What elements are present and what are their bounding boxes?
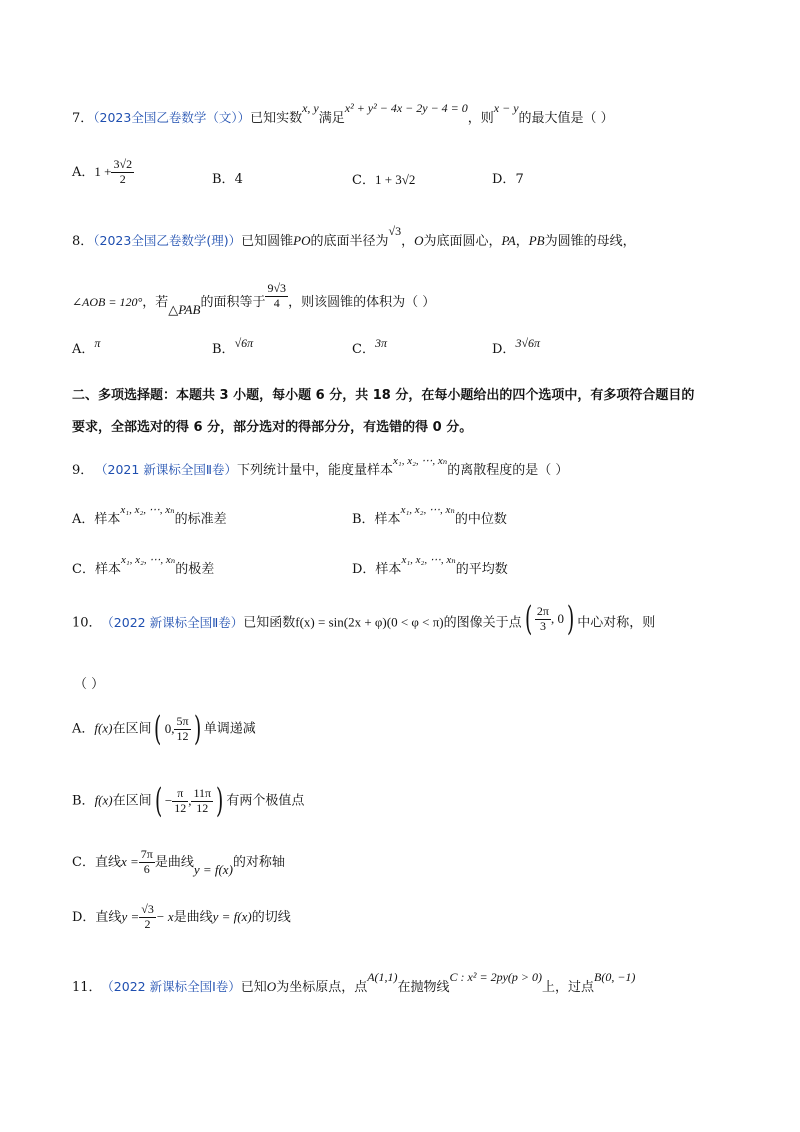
option-text: 的极差 (175, 562, 215, 577)
right-paren-icon: ) (566, 599, 575, 639)
option-label: B． (212, 172, 235, 187)
question-text: 的最大值是（ ） (518, 111, 614, 126)
math-point (522, 599, 578, 639)
right-paren-icon: ) (193, 709, 201, 749)
option-d (72, 903, 291, 932)
option-label: D． (492, 172, 516, 187)
question-source: （2021 新课标全国Ⅱ卷） (101, 462, 237, 477)
option-text: 的对称轴 (232, 854, 285, 870)
fraction-numerator: 3√2 (113, 157, 133, 171)
option-c (352, 336, 387, 358)
question-number: 11． (72, 980, 102, 995)
option-value: 3√6π (515, 336, 541, 350)
math-term: PB (528, 233, 545, 248)
answer-blank: （ ） (74, 677, 105, 692)
math-equation: C : x² = 2py(p > 0) (449, 970, 542, 984)
question-source: （2022 新课标全国Ⅰ卷） (107, 979, 241, 994)
option-d (492, 336, 541, 358)
option-text: 的中位数 (454, 512, 507, 527)
option-b (72, 781, 305, 821)
question-text: ，则该圆锥的体积为（ ） (288, 294, 436, 310)
fraction-denominator: 12 (196, 800, 209, 815)
option-label: A． (72, 342, 95, 357)
math-term: − x (155, 908, 174, 924)
option-label: B． (212, 342, 235, 357)
question-text: ，则 (467, 111, 494, 126)
option-label: D．样本 (352, 562, 402, 577)
question-text: 下列统计量中，能度量样本 (236, 463, 393, 478)
option-d (492, 172, 524, 188)
question-text: ， (515, 234, 529, 249)
question-text: 已知实数 (250, 111, 303, 126)
fraction-denominator: 3 (539, 618, 546, 633)
option-label: C． (352, 173, 375, 188)
question-8 (72, 224, 636, 250)
math-term: 0, (164, 721, 175, 737)
left-paren-icon: ( (154, 709, 162, 749)
math-term: x = (120, 853, 139, 869)
question-text: 满足 (318, 111, 345, 126)
math-term: O (414, 233, 424, 248)
math-fraction (535, 605, 551, 634)
math-fraction (111, 158, 134, 187)
math-sample: x₁, x₂, ⋯, xₙ (120, 554, 176, 566)
fraction-numerator: π (172, 787, 188, 802)
fraction-denominator: 2 (144, 916, 151, 931)
question-text: 在抛物线 (397, 980, 450, 995)
question-number: 7． (72, 111, 94, 126)
question-text: 已知圆锥 (241, 234, 294, 249)
question-7 (72, 101, 614, 127)
option-a (72, 709, 256, 749)
option-text: 是曲线 (173, 909, 213, 925)
option-b (212, 336, 254, 358)
math-fraction (139, 903, 156, 932)
option-label: B．样本 (352, 512, 401, 527)
option-value: √6π (234, 336, 254, 350)
fraction-numerator: 11π (193, 785, 212, 800)
math-sample: x₁, x₂, ⋯, xₙ (401, 554, 456, 566)
math-term: , 0 (550, 611, 564, 627)
option-value: 7 (515, 172, 524, 187)
math-interval (152, 781, 227, 821)
math-fraction (174, 715, 190, 744)
math-term: 1 + (94, 163, 112, 179)
fraction-denominator: 4 (273, 295, 280, 310)
math-fraction (139, 848, 155, 877)
question-number: 10． (72, 615, 102, 631)
fraction-numerator: 5π (176, 713, 189, 728)
math-term: , (188, 793, 192, 809)
question-11 (72, 970, 636, 996)
math-term: y = f(x) (193, 861, 233, 877)
option-text: 有两个极值点 (226, 793, 305, 809)
option-value: 1 + 3√2 (374, 172, 416, 187)
option-label: A．样本 (72, 512, 121, 527)
question-text: 上，过点 (541, 980, 594, 995)
math-term: y = f(x) (212, 908, 252, 924)
option-label: B． (72, 793, 95, 809)
question-text: 为圆锥的母线， (544, 234, 636, 249)
option-text: 在区间 (112, 721, 152, 737)
option-a (72, 336, 101, 358)
option-c (352, 172, 415, 189)
section-heading: 二、多项选择题：本题共 3 小题，每小题 6 分，共 18 分，在每小题给出的四个选项中，有多项符合题目的 (72, 388, 695, 403)
math-term: ∠AOB = 120° (72, 294, 143, 309)
math-term: − (164, 793, 173, 809)
math-interval (151, 709, 203, 749)
math-term: △PAB (168, 301, 201, 317)
option-text: 是曲线 (154, 854, 194, 870)
math-sample: x₁, x₂, ⋯, xₙ (120, 504, 175, 516)
option-label: A． (72, 164, 95, 180)
fraction-numerator: 2π (536, 603, 549, 618)
question-number: 9． (72, 463, 94, 478)
fraction-denominator: 2 (119, 171, 126, 186)
fraction-numerator: 7π (140, 847, 153, 861)
math-expression: x − y (493, 101, 519, 115)
question-text: 中心对称，则 (577, 615, 656, 631)
option-text: 在区间 (112, 793, 152, 809)
fraction-numerator: 9√3 (267, 281, 287, 295)
fraction-denominator: 6 (143, 861, 150, 876)
option-label: A． (72, 721, 95, 737)
math-sample: x₁, x₂, ⋯, xₙ (400, 504, 455, 516)
math-term: f(x) (94, 720, 113, 736)
option-c (72, 848, 285, 877)
option-label: C． (352, 342, 375, 357)
option-b (212, 172, 243, 188)
question-text: ， (401, 234, 415, 249)
right-paren-icon: ) (216, 781, 224, 821)
question-text: 的图像关于点 (443, 615, 522, 631)
left-paren-icon: ( (154, 781, 162, 821)
option-text: 的平均数 (455, 562, 508, 577)
option-a (72, 158, 134, 187)
option-value: 3π (374, 336, 387, 350)
option-label: C．样本 (72, 562, 121, 577)
fraction-numerator: √3 (141, 902, 154, 916)
left-paren-icon: ( (524, 599, 532, 639)
option-value: 4 (234, 172, 243, 187)
question-text: 的底面半径为 (310, 234, 389, 249)
math-sample: x₁, x₂, ⋯, xₙ (393, 455, 448, 467)
question-text: 为坐标原点，点 (276, 980, 368, 995)
math-equation: x² + y² − 4x − 2y − 4 = 0 (344, 101, 468, 115)
math-term: PO (293, 233, 311, 248)
math-term: f(x) (94, 792, 113, 808)
option-label: C．直线 (72, 854, 121, 870)
option-value: π (94, 336, 101, 350)
question-8-line2 (72, 281, 436, 317)
math-fraction (265, 282, 288, 311)
question-source: （2022 新课标全国Ⅱ卷） (107, 614, 244, 630)
fraction-denominator: 12 (176, 728, 189, 743)
option-label: D． (492, 342, 516, 357)
math-vars: x, y (302, 101, 319, 115)
question-source: （2023全国乙卷数学（文）） (93, 110, 251, 125)
question-text: 已知 (240, 980, 267, 995)
math-point: A(1,1) (367, 970, 398, 984)
question-text: 为底面圆心， (423, 234, 502, 249)
question-text: 已知函数 (243, 615, 296, 631)
question-text: 的离散程度的是（ ） (447, 463, 569, 478)
option-text: 单调递减 (203, 721, 256, 737)
math-term: O (266, 979, 277, 994)
question-source: （2023全国乙卷数学(理)） (93, 233, 242, 248)
option-label: D．直线 (72, 909, 122, 925)
question-number: 8． (72, 234, 94, 249)
section-heading-cont: 要求，全部选对的得 6 分，部分选对的得部分分，有选错的得 0 分。 (72, 420, 473, 435)
question-10 (72, 599, 656, 640)
math-point: B(0, −1) (594, 970, 636, 984)
math-fraction (191, 787, 213, 816)
math-fraction (172, 787, 188, 816)
math-term: y = (121, 908, 140, 924)
option-text: 的切线 (251, 909, 291, 925)
option-text: 的标准差 (174, 512, 227, 527)
question-text: ，若 (142, 294, 169, 310)
fraction-denominator: 12 (174, 800, 187, 815)
question-text: 的面积等于 (200, 294, 266, 310)
math-term: √3 (388, 224, 402, 238)
math-function: f(x) = sin(2x + φ)(0 < φ < π) (295, 614, 444, 630)
math-term: PA (501, 233, 516, 248)
